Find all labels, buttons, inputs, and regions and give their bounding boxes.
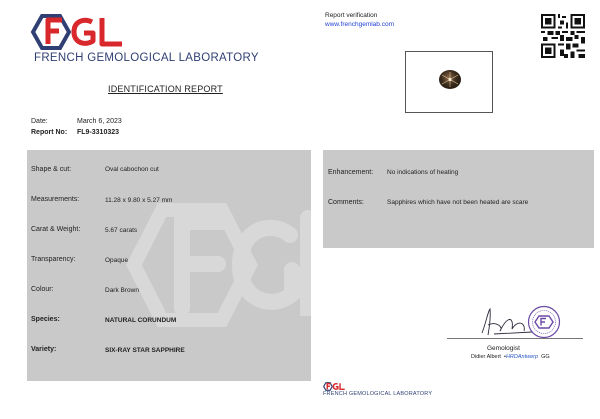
shape-cut-value: Oval cabochon cut <box>105 166 159 173</box>
seal-stamp-icon <box>527 305 561 339</box>
verification-link[interactable]: www.frenchgemlab.com <box>325 21 394 28</box>
variety-label: Variety: <box>31 346 57 353</box>
comments-value: Sapphires which have not been heated are scare <box>387 199 529 206</box>
lab-logo <box>30 12 259 68</box>
gem-photo <box>405 51 493 113</box>
hrd-credential: HRDAntwerp <box>505 354 539 360</box>
gem-details-panel <box>27 150 311 381</box>
date-value: March 6, 2023 <box>77 118 122 125</box>
variety-value: SIX-RAY STAR SAPPHIRE <box>105 347 185 354</box>
report-verification <box>325 11 394 29</box>
transparency-value: Opaque <box>105 257 129 264</box>
carat-weight-value: 5.67 carats <box>105 227 138 234</box>
measurements-label: Measurements: <box>31 196 80 203</box>
remarks-panel <box>323 150 594 248</box>
signature-line <box>447 338 583 339</box>
gemologist-role: Gemologist <box>487 345 520 352</box>
gemologist-name: Didier Albert <box>471 354 501 360</box>
report-title: IDENTIFICATION REPORT <box>108 84 223 94</box>
measurements-value: 11.28 x 9.80 x 5.27 mm <box>105 197 173 204</box>
colour-value: Dark Brown <box>105 287 139 294</box>
comments-label: Comments: <box>328 199 364 206</box>
lab-name: FRENCH GEMOLOGICAL LABORATORY <box>34 52 259 64</box>
transparency-label: Transparency: <box>31 256 76 263</box>
report-meta <box>31 117 122 138</box>
star-rays-icon <box>439 70 461 89</box>
species-label: Species: <box>31 316 60 323</box>
report-no-value: FL9-3310323 <box>77 128 120 136</box>
enhancement-label: Enhancement: <box>328 169 374 176</box>
carat-weight-label: Carat & Weight: <box>31 226 81 233</box>
credential-suffix: GG <box>541 354 550 360</box>
shape-cut-label: Shape & cut: <box>31 166 72 173</box>
enhancement-value: No indications of heating <box>387 169 459 176</box>
date-label: Date: <box>31 118 48 125</box>
footer-logo <box>323 381 443 399</box>
verification-label: Report verification <box>325 12 378 19</box>
star-sapphire-image <box>439 70 461 89</box>
qr-code-icon[interactable] <box>541 14 585 58</box>
report-no-label: Report No: <box>31 128 68 136</box>
fgl-logo-icon <box>30 12 140 52</box>
gemologist-signer: Didier Albert •HRDAntwerp GG <box>471 354 550 360</box>
colour-label: Colour: <box>31 286 54 293</box>
species-value: NATURAL CORUNDUM <box>105 317 177 324</box>
footer-lab-name: FRENCH GEMOLOGICAL LABORATORY <box>323 391 433 397</box>
